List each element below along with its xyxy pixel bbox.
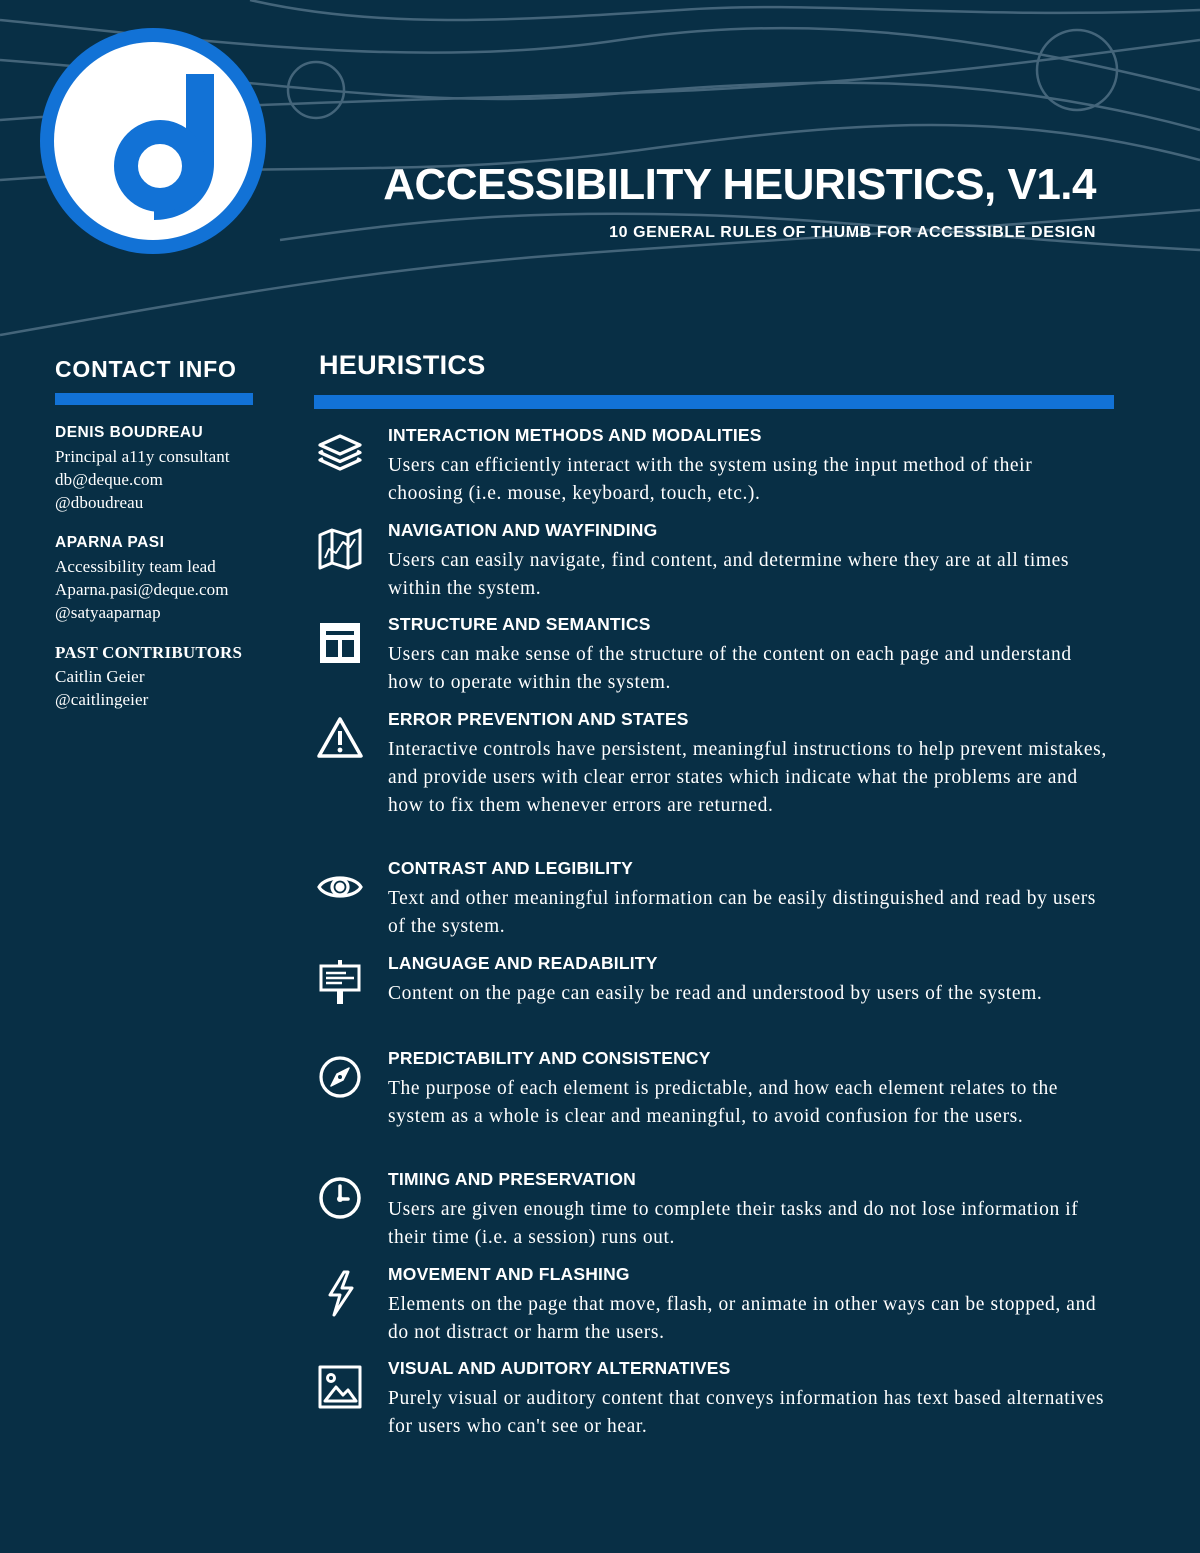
heuristic-title: VISUAL AND AUDITORY ALTERNATIVES (388, 1358, 731, 1378)
heuristic-title: PREDICTABILITY AND CONSISTENCY (388, 1048, 711, 1068)
contact-past-contributors (55, 641, 270, 711)
contact-denis-boudreau (55, 421, 270, 514)
heuristic-title: TIMING AND PRESERVATION (388, 1169, 636, 1189)
heuristic-title: STRUCTURE AND SEMANTICS (388, 614, 651, 634)
compass-icon (316, 1053, 364, 1101)
contact-role: Accessibility team lead (55, 557, 216, 576)
heuristic-title: ERROR PREVENTION AND STATES (388, 709, 689, 729)
heuristic-title: MOVEMENT AND FLASHING (388, 1264, 630, 1284)
contact-name: APARNA PASI (55, 534, 165, 551)
page-title: ACCESSIBILITY HEURISTICS, V1.4 (383, 160, 1096, 209)
image-icon (316, 1363, 364, 1411)
layout-icon (316, 619, 364, 667)
heuristic-description: Content on the page can easily be read and understood by users of the system. (388, 983, 1043, 1004)
contact-info-heading: CONTACT INFO (55, 356, 237, 382)
signboard-icon (316, 958, 364, 1006)
contact-handle[interactable]: @caitlingeier (55, 690, 149, 709)
heuristic-description: Users can easily navigate, find content, and determine where they are at all times within the system. (388, 550, 1070, 599)
clock-icon (316, 1174, 364, 1222)
heuristics-section (314, 350, 1114, 1437)
deque-logo (36, 24, 270, 258)
heuristic-description: Text and other meaningful information can be easily distinguished and read by users of the system. (388, 888, 1097, 937)
contact-info-section (55, 356, 270, 711)
contact-contributor-name: Caitlin Geier (55, 667, 145, 686)
page-subtitle: 10 GENERAL RULES OF THUMB FOR ACCESSIBLE DESIGN (609, 224, 1096, 241)
contact-list (55, 421, 270, 711)
heuristic-title: LANGUAGE AND READABILITY (388, 953, 658, 973)
heuristics-heading-underline (314, 395, 1114, 409)
heuristic-description: Users can efficiently interact with the system using the input method of their choosing (i.e. mouse, keyboard, touch, etc.). (388, 455, 1033, 504)
heuristic-title: CONTRAST AND LEGIBILITY (388, 858, 634, 878)
contact-role: Principal a11y consultant (55, 447, 230, 466)
heuristic-description: Users are given enough time to complete their tasks and do not lose information if their time (i.e. a session) runs out. (388, 1199, 1079, 1248)
heuristics-heading: HEURISTICS (319, 350, 486, 380)
contact-email[interactable]: db@deque.com (55, 470, 163, 489)
heuristic-description: Elements on the page that move, flash, or animate in other ways can be stopped, and do not distract or harm the users. (388, 1294, 1097, 1343)
contact-name: DENIS BOUDREAU (55, 424, 204, 441)
layers-icon (316, 430, 364, 478)
heuristic-description: Purely visual or auditory content that conveys information has text based alternatives for users who can't see or hear. (388, 1388, 1105, 1437)
contact-aparna-pasi (55, 531, 270, 624)
warning-icon (316, 714, 364, 762)
heuristic-description: The purpose of each element is predictable, and how each element relates to the system as a whole is clear and meaningful, to avoid confusion for the users. (388, 1078, 1059, 1127)
lightning-icon (316, 1269, 364, 1317)
eye-icon (316, 863, 364, 911)
map-icon (316, 525, 364, 573)
contact-name: PAST CONTRIBUTORS (55, 643, 243, 662)
contact-handle[interactable]: @dboudreau (55, 493, 144, 512)
heuristic-description: Users can make sense of the structure of the content on each page and understand how to operate within the system. (388, 644, 1072, 693)
contact-email[interactable]: Aparna.pasi@deque.com (55, 580, 229, 599)
heuristic-title: INTERACTION METHODS AND MODALITIES (388, 425, 762, 445)
contact-handle[interactable]: @satyaaparnap (55, 603, 161, 622)
heuristic-description: Interactive controls have persistent, meaningful instructions to help prevent mistakes, and provide users with clear error states which indicate what the problems are and how to fix them whenever errors are returned. (388, 739, 1107, 816)
heuristic-title: NAVIGATION AND WAYFINDING (388, 520, 658, 540)
contact-heading-underline (55, 393, 253, 405)
